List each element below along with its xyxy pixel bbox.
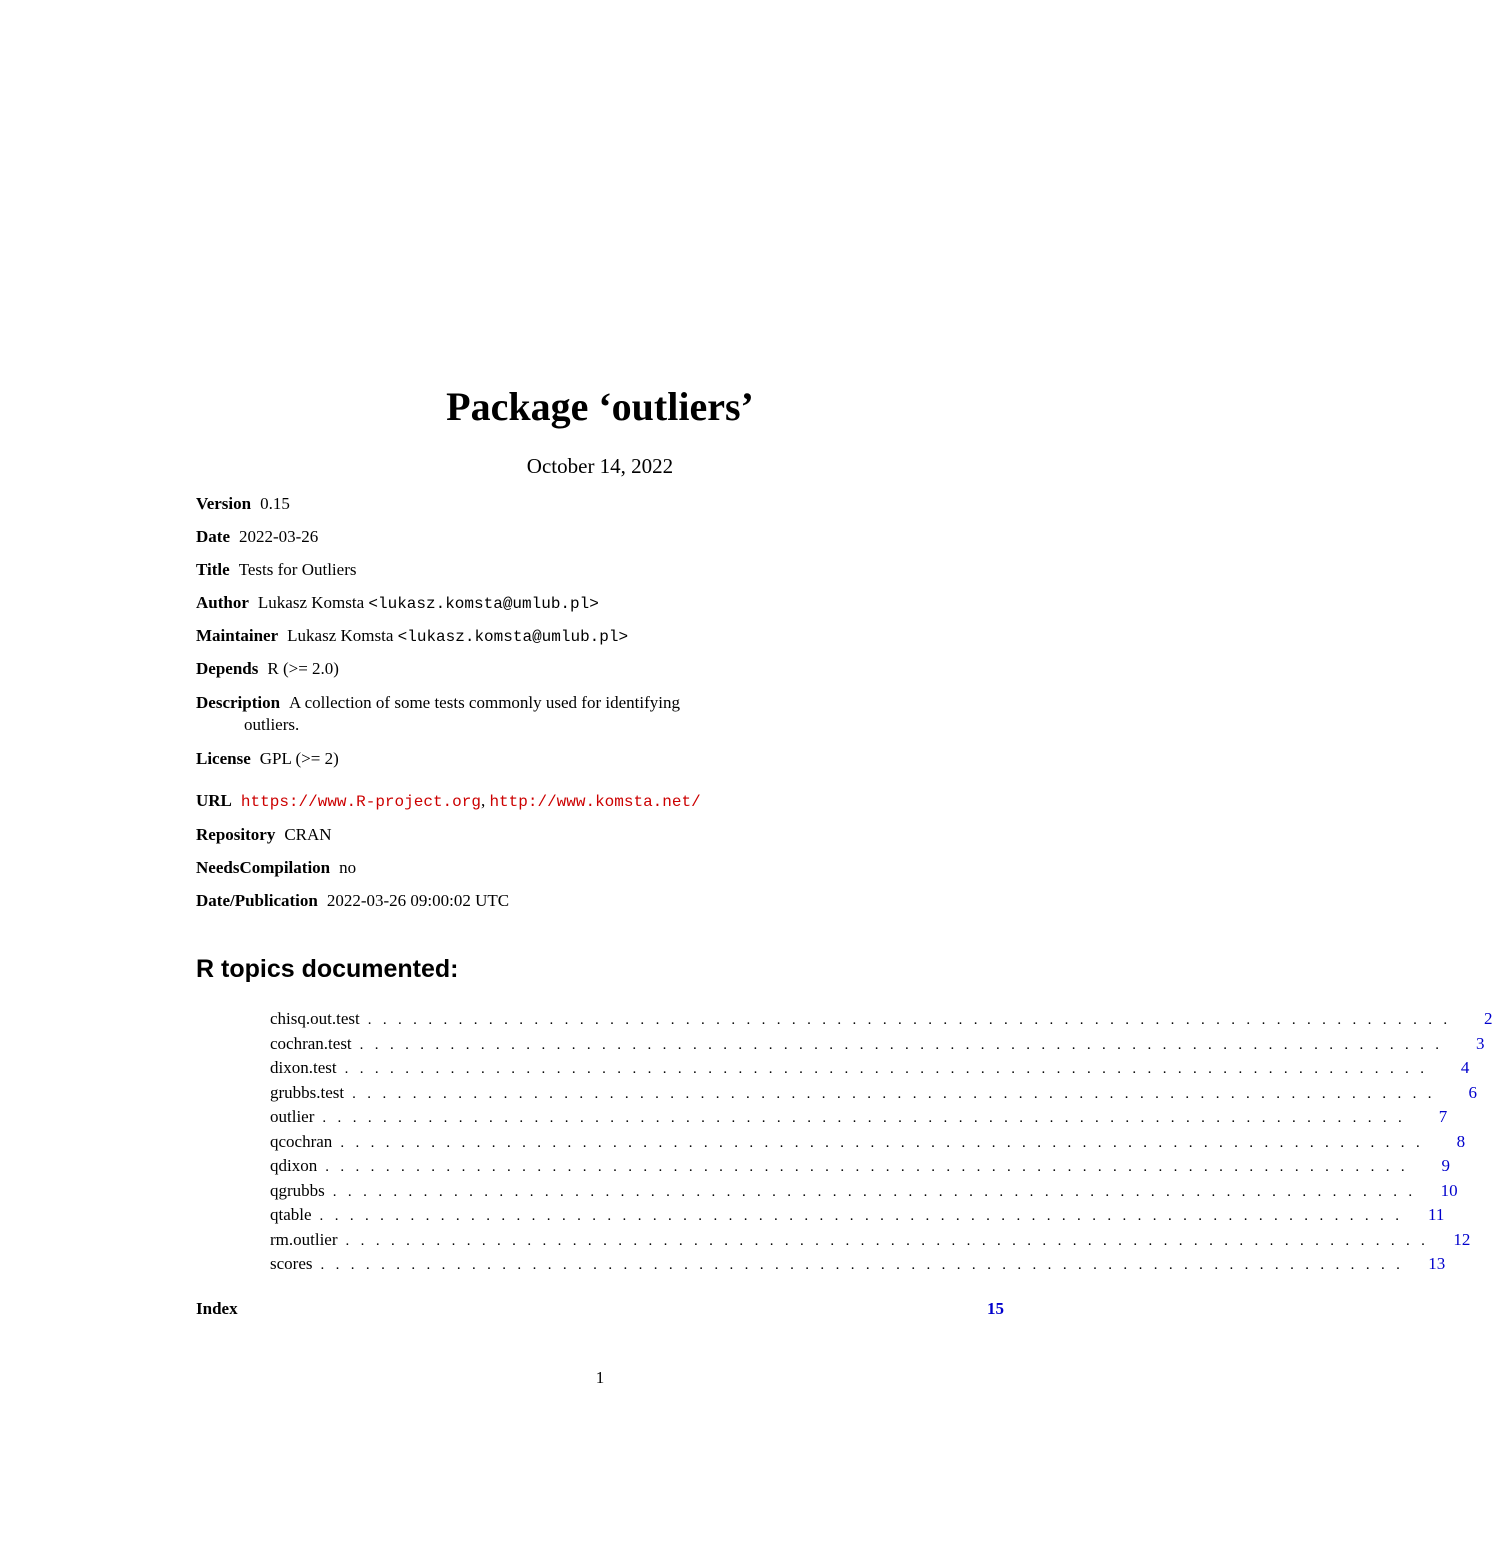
field-date [196,526,318,548]
field-url [196,790,701,813]
toc-leader-dots: ........................................................................ [359,1036,1451,1053]
url-link-komsta[interactable]: http://www.komsta.net/ [489,793,701,811]
topics-heading: R topics documented: [196,955,459,983]
toc-entry-page[interactable]: 11 [1427,1205,1445,1224]
toc-leader-dots: ........................................................................ [367,1012,1459,1028]
field-value: no [339,858,357,877]
toc-index-entry[interactable] [196,1298,1004,1320]
field-author [196,592,599,615]
description-line-1: A collection of some tests commonly used for identifying [289,693,680,712]
toc-entry-page[interactable]: 12 [1453,1229,1471,1249]
toc-entry-page[interactable]: 13 [1428,1254,1446,1273]
field-date-publication [196,890,509,912]
url-link-r-project[interactable]: https://www.R-project.org [240,793,481,811]
toc-entry-page[interactable]: 4 [1460,1058,1470,1077]
toc-entry[interactable] [270,1180,1458,1205]
toc-entry-name[interactable]: scores [270,1254,313,1273]
field-label: Repository [196,825,276,844]
toc-entry[interactable] [270,1204,1445,1229]
field-description [196,692,680,714]
toc-entry-page[interactable]: 8 [1456,1131,1466,1151]
author-name: Lukasz Komsta [257,593,365,612]
maintainer-name: Lukasz Komsta [287,626,394,645]
toc-leader-dots: ........................................................................ [319,1208,1411,1224]
toc-entry-name[interactable]: outlier [270,1107,315,1126]
field-version [196,493,290,515]
toc-leader-dots: ........................................................................ [320,1257,1412,1273]
toc-leader-dots: ........................................................................ [322,1110,1414,1126]
field-value: Tests for Outliers [238,560,357,579]
toc-entry[interactable] [270,1253,1446,1278]
topics-list [270,1008,1493,1278]
toc-leader-dots: ........................................................................ [345,1232,1437,1249]
toc-entry[interactable] [270,1057,1470,1082]
page-number: 1 [595,1368,605,1387]
field-label: Date [196,527,230,546]
field-label: Depends [196,659,259,678]
field-label: Description [196,693,281,712]
toc-entry[interactable] [270,1033,1485,1058]
field-value: 2022-03-26 [238,527,319,546]
field-label: Date/Publication [196,891,318,910]
field-label: Maintainer [196,626,279,645]
page-title: Package ‘outliers’ [446,384,754,429]
field-depends [196,658,339,680]
field-repository [196,824,332,846]
field-value: CRAN [284,825,332,844]
toc-leader-dots: ........................................................................ [352,1085,1443,1102]
toc-entry[interactable] [270,1131,1466,1156]
toc-entry-name[interactable]: qgrubbs [270,1180,325,1200]
field-label: License [196,749,251,768]
toc-entry-name[interactable]: rm.outlier [270,1229,338,1249]
toc-entry-page[interactable]: 3 [1475,1033,1485,1053]
field-value: R (>= 2.0) [267,659,339,678]
field-license [196,748,339,770]
description-line-2: outliers. [244,715,300,734]
field-value: GPL (>= 2) [259,749,339,768]
index-label[interactable]: Index [196,1299,238,1318]
field-value: 2022-03-26 09:00:02 UTC [326,891,510,910]
toc-entry-name[interactable]: dixon.test [270,1058,337,1077]
toc-leader-dots: ........................................................................ [325,1159,1417,1175]
toc-entry-name[interactable]: grubbs.test [270,1082,345,1102]
toc-entry[interactable] [270,1008,1493,1033]
field-label: URL [196,791,232,810]
toc-entry-name[interactable]: chisq.out.test [270,1009,360,1028]
field-needs-compilation [196,857,356,879]
maintainer-email: <lukasz.komsta@umlub.pl> [397,628,629,646]
toc-leader-dots: ........................................................................ [340,1134,1432,1151]
toc-entry[interactable] [270,1229,1471,1254]
field-maintainer [196,625,628,648]
toc-entry[interactable] [270,1106,1448,1131]
field-label: Author [196,593,249,612]
toc-entry-name[interactable]: qcochran [270,1131,333,1151]
toc-entry-page[interactable]: 7 [1438,1107,1448,1126]
toc-entry[interactable] [270,1082,1477,1107]
field-label: Title [196,560,230,579]
field-title [196,559,356,581]
field-label: Version [196,494,252,513]
toc-entry-page[interactable]: 10 [1440,1180,1458,1200]
toc-entry-name[interactable]: qtable [270,1205,312,1224]
toc-entry[interactable] [270,1155,1451,1180]
toc-leader-dots: ........................................................................ [332,1183,1424,1200]
toc-entry-name[interactable]: cochran.test [270,1033,352,1053]
author-email: <lukasz.komsta@umlub.pl> [368,595,599,613]
toc-entry-page[interactable]: 9 [1441,1156,1451,1175]
toc-entry-name[interactable]: qdixon [270,1156,318,1175]
page-date: October 14, 2022 [526,454,674,478]
url-separator: , [480,791,486,810]
toc-entry-page[interactable]: 2 [1484,1009,1493,1028]
toc-entry-page[interactable]: 6 [1468,1082,1477,1102]
field-label: NeedsCompilation [196,858,331,877]
index-page[interactable]: 15 [987,1299,1004,1318]
toc-leader-dots: ........................................................................ [344,1061,1436,1077]
field-value: 0.15 [260,494,290,513]
